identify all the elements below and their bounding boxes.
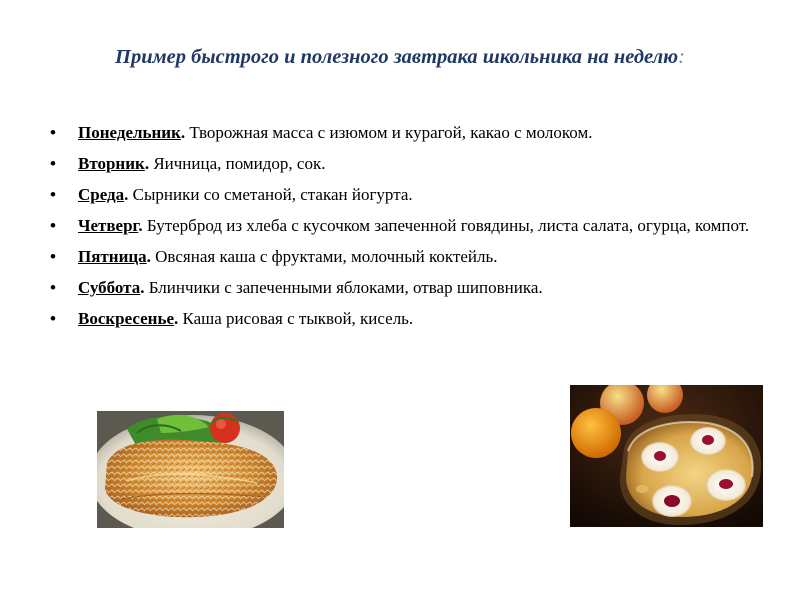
- omelette-image: [97, 411, 284, 528]
- list-item: [48, 182, 760, 207]
- list-item: [48, 244, 760, 269]
- day-label: Понедельник: [78, 123, 181, 142]
- slide-title-text: Пример быстрого и полезного завтрака школьника на неделю: [115, 46, 679, 68]
- day-label: Пятница: [78, 247, 147, 266]
- meal-text: Бутерброд из хлеба с кусочком запеченной говядины, листа салата, огурца, компот.: [142, 216, 750, 235]
- day-label: Суббота: [78, 278, 141, 297]
- slide-title-colon: :: [678, 46, 685, 68]
- list-item: [48, 275, 760, 300]
- day-label: Среда: [78, 185, 125, 204]
- day-dot: .: [174, 309, 179, 328]
- meal-text: Сырники со сметаной, стакан йогурта.: [128, 185, 413, 204]
- baked-apples-image: [570, 385, 763, 527]
- day-dot: .: [124, 185, 129, 204]
- day-dot: .: [146, 247, 151, 266]
- meal-text: Яичница, помидор, сок.: [149, 154, 326, 173]
- meal-text: Овсяная каша с фруктами, молочный коктейль.: [150, 247, 498, 266]
- day-dot: .: [144, 154, 150, 173]
- meal-text: Каша рисовая с тыквой, кисель.: [178, 309, 414, 328]
- day-dot: .: [138, 216, 143, 235]
- day-label: Четверг: [78, 216, 139, 235]
- day-dot: .: [180, 123, 186, 142]
- breakfast-menu-list: [48, 120, 760, 337]
- slide-title: [60, 42, 740, 73]
- list-item: [48, 213, 760, 238]
- baked-apples-photo: [570, 385, 763, 527]
- omelette-photo: [97, 411, 284, 528]
- meal-text: Творожная масса с изюмом и курагой, какао с молоком.: [185, 123, 593, 142]
- day-label: Вторник: [78, 154, 145, 173]
- meal-text: Блинчики с запеченными яблоками, отвар шиповника.: [144, 278, 543, 297]
- list-item: [48, 151, 760, 176]
- day-label: Воскресенье: [78, 309, 175, 328]
- list-item: [48, 306, 760, 331]
- day-dot: .: [140, 278, 145, 297]
- list-item: [48, 120, 760, 145]
